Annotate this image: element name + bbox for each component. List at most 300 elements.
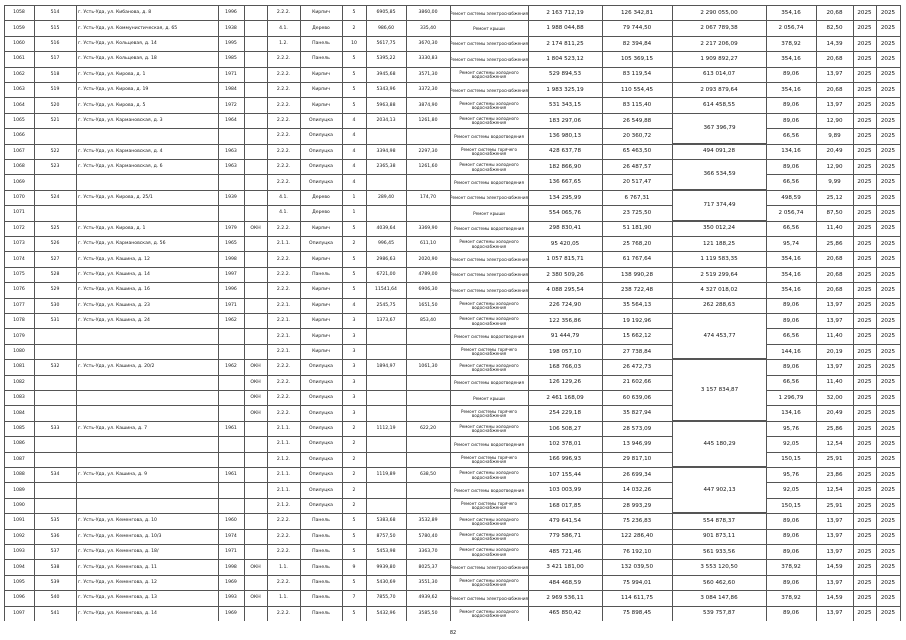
cell-address: г. Усть-Уда, ул. Кирова, д. 25/1 (78, 195, 153, 201)
cell-year-start: 2025 (857, 363, 872, 370)
cell-row-number: 1093 (13, 549, 25, 555)
merged-total-cost: 717 374,49 (673, 190, 766, 221)
cell-rate: 25,12 (826, 194, 843, 201)
cell-house-number (34, 206, 76, 221)
cell-total-area: 8757,50 (376, 533, 396, 539)
cell-house-number (34, 499, 76, 514)
cell-build-year (218, 175, 244, 190)
cell-year-end: 2025 (880, 317, 896, 324)
cell-build-year: 1971 (225, 549, 237, 555)
cell-wall-material: Кирпич (312, 287, 330, 293)
cell-build-year (218, 206, 244, 221)
cell-specific-cost: 1 296,79 (778, 394, 804, 401)
cell-living-area: 2297,30 (418, 148, 438, 154)
cell-cost-extra: 79 744,50 (622, 25, 652, 32)
cell-year-end: 2025 (880, 55, 896, 62)
cell-specific-cost: 92,05 (782, 440, 799, 447)
cell-year-end: 2025 (880, 548, 896, 555)
cell-floors: 3 (352, 410, 356, 416)
cell-living-area: 5780,40 (418, 533, 438, 539)
cell-work-type: Ремонт системы электроснабжения (450, 564, 528, 570)
cell-row-number: 1091 (13, 518, 25, 524)
cell-rate: 11,40 (826, 333, 843, 340)
cell-row-number: 1063 (13, 87, 25, 93)
cell-row-number: 1074 (13, 256, 25, 262)
cell-cost-extra: 19 192,96 (622, 317, 652, 324)
cell-category (244, 83, 267, 98)
cell-work-type: Ремонт системы холодного водоснабжения (459, 424, 519, 434)
cell-work-type: Ремонт системы горячего водоснабжения (461, 454, 517, 465)
cell-total-cost: 121 188,25 (702, 240, 736, 247)
cell-wall-material: Опилуцка (309, 148, 333, 154)
cell-total-cost: 560 462,60 (702, 579, 736, 586)
cell-build-year: 1993 (225, 595, 237, 601)
cell-total-area (366, 376, 406, 391)
cell-wall-material: Опилуцка (309, 241, 333, 247)
cell-build-year: 1969 (225, 580, 237, 586)
cell-year-end: 2025 (880, 117, 896, 124)
cell-floors: 3 (352, 395, 356, 401)
cell-floors: 5 (352, 549, 356, 555)
cell-address: г. Усть-Уда, ул. Кеменгова, д. 18/ (78, 549, 159, 555)
cell-cost: 2 174 811,25 (546, 40, 584, 47)
cell-total-cost: 554 878,37 (702, 517, 736, 524)
cell-class-code: 2.2.2. (276, 225, 291, 231)
cell-build-year: 1960 (225, 518, 237, 524)
cell-floors: 3 (352, 379, 356, 385)
cell-cost-extra: 238 722,48 (620, 286, 654, 293)
cell-row-number: 1073 (13, 241, 25, 247)
cell-house-number (34, 376, 76, 391)
cell-work-type: Ремонт системы водоотведения (454, 487, 524, 493)
cell-cost: 166 996,93 (548, 456, 582, 463)
cell-work-type: Ремонт системы холодного водоснабжения (459, 516, 519, 526)
grid-line (267, 5, 268, 621)
cell-address (76, 391, 218, 406)
cell-wall-material: Опилуцка (309, 472, 333, 478)
cell-house-number: 523 (50, 164, 60, 170)
cell-rate: 20,68 (826, 271, 843, 278)
cell-row-number: 1084 (13, 410, 25, 416)
cell-category (244, 98, 267, 113)
cell-wall-material: Кирпич (312, 87, 330, 93)
cell-build-year: 1996 (225, 10, 237, 16)
cell-house-number: 522 (50, 148, 60, 154)
cell-class-code: 4.1. (279, 210, 288, 216)
cell-cost: 183 297,06 (548, 117, 582, 124)
cell-class-code: 2.2.2. (276, 87, 291, 93)
cell-living-area: 3571,30 (418, 71, 438, 77)
cell-specific-cost: 66,56 (782, 379, 799, 386)
cell-year-start: 2025 (857, 302, 872, 309)
cell-cost: 484 468,59 (548, 579, 582, 586)
cell-build-year: 1998 (225, 256, 237, 262)
cell-category: ОКН (250, 379, 261, 385)
cell-cost-extra: 26 549,88 (622, 117, 652, 124)
cell-cost-extra: 28 993,29 (622, 502, 652, 509)
merged-total-cost: 3 157 834,87 (673, 359, 766, 421)
cell-row-number: 1089 (13, 487, 25, 493)
cell-living-area (406, 329, 450, 344)
cell-work-type: Ремонт системы водоотведения (454, 179, 524, 185)
grid-line (900, 5, 901, 621)
cell-year-start: 2025 (857, 317, 872, 324)
cell-year-end: 2025 (880, 209, 896, 216)
cell-year-start: 2025 (857, 209, 872, 216)
cell-floors: 2 (352, 25, 356, 31)
cell-total-area: 6905,85 (376, 10, 396, 16)
cell-specific-cost: 89,06 (782, 163, 799, 170)
cell-address (76, 345, 218, 360)
cell-cost-extra: 6 767,31 (624, 194, 650, 201)
cell-specific-cost: 354,16 (781, 271, 801, 278)
cell-category (244, 252, 267, 267)
cell-rate: 14,59 (826, 564, 843, 571)
cell-category (244, 468, 267, 483)
cell-year-end: 2025 (880, 256, 896, 263)
cell-house-number: 530 (50, 302, 60, 308)
cell-build-year: 1964 (225, 118, 237, 124)
housing-repair-table (4, 5, 902, 627)
cell-year-start: 2025 (857, 117, 872, 124)
cell-cost: 554 065,76 (548, 209, 582, 216)
cell-class-code: 2.2.2. (276, 164, 291, 170)
cell-year-start: 2025 (857, 163, 872, 170)
cell-total-area: 5383,68 (376, 518, 396, 524)
cell-category (244, 422, 267, 437)
cell-rate: 32,00 (826, 394, 843, 401)
cell-category (244, 314, 267, 329)
cell-wall-material: Панель (312, 610, 330, 616)
cell-category (244, 160, 267, 175)
cell-rate: 13,97 (826, 317, 843, 324)
cell-row-number: 1059 (13, 25, 25, 31)
grid-line (366, 5, 367, 621)
cell-row-number: 1080 (13, 349, 25, 355)
cell-address: г. Усть-Уда, ул. Кеменгова, д. 14 (78, 610, 157, 616)
cell-class-code: 2.2.2. (276, 71, 291, 77)
cell-class-code: 2.2.2. (276, 549, 291, 555)
cell-total-area: 5617,75 (376, 41, 396, 47)
cell-wall-material: Кирпич (312, 349, 330, 355)
cell-total-area (366, 175, 406, 190)
cell-year-start: 2025 (857, 271, 872, 278)
cell-house-number: 521 (50, 118, 60, 124)
cell-address: г. Усть-Уда, ул. Кашина, д. 20/2 (78, 364, 155, 370)
cell-house-number: 538 (50, 564, 60, 570)
cell-work-type: Ремонт системы электроснабжения (450, 595, 528, 601)
cell-specific-cost: 144,16 (781, 348, 801, 355)
cell-living-area: 4939,62 (418, 595, 438, 601)
cell-total-area (366, 391, 406, 406)
cell-house-number: 519 (50, 87, 60, 93)
cell-build-year: 1961 (225, 426, 237, 432)
cell-year-start: 2025 (857, 533, 872, 540)
cell-cost-extra: 20 517,47 (622, 179, 652, 186)
cell-build-year: 1938 (225, 25, 237, 31)
cell-living-area (406, 483, 450, 498)
cell-living-area (406, 391, 450, 406)
cell-work-type: Ремонт крыши (473, 25, 505, 31)
cell-rate: 25,86 (826, 240, 843, 247)
cell-house-number (34, 391, 76, 406)
cell-rate: 25,91 (826, 456, 843, 463)
cell-class-code: 2.2.2. (276, 256, 291, 262)
cell-cost-extra: 15 662,12 (622, 333, 652, 340)
cell-year-end: 2025 (880, 394, 896, 401)
cell-year-start: 2025 (857, 440, 872, 447)
cell-total-area: 9939,80 (376, 564, 396, 570)
cell-living-area: 1261,60 (418, 164, 438, 170)
cell-total-area: 7855,70 (376, 595, 396, 601)
cell-row-number: 1075 (13, 272, 25, 278)
cell-floors: 5 (352, 580, 356, 586)
cell-cost: 479 641,54 (548, 517, 582, 524)
cell-cost-extra: 83 115,40 (622, 102, 652, 109)
cell-rate: 20,68 (826, 86, 843, 93)
cell-work-type: Ремонт крыши (473, 210, 505, 216)
cell-house-number (34, 406, 76, 421)
cell-specific-cost: 354,16 (781, 256, 801, 263)
cell-year-start: 2025 (857, 9, 872, 16)
cell-row-number: 1078 (13, 318, 25, 324)
cell-house-number: 541 (50, 610, 60, 616)
cell-build-year: 1984 (225, 87, 237, 93)
cell-build-year: 1997 (225, 272, 237, 278)
cell-category (244, 576, 267, 591)
cell-total-area: 2986,63 (376, 256, 396, 262)
cell-rate: 11,40 (826, 225, 843, 232)
cell-category (244, 6, 267, 21)
cell-build-year: 1985 (225, 56, 237, 62)
cell-floors: 4 (352, 118, 356, 124)
cell-total-area: 11541,64 (375, 287, 397, 293)
cell-year-end: 2025 (880, 425, 896, 432)
cell-work-type: Ремонт системы водоотведения (454, 380, 524, 386)
cell-rate: 20,68 (826, 256, 843, 263)
cell-rate: 20,49 (826, 148, 843, 155)
cell-class-code: 2.2.2. (276, 56, 291, 62)
cell-cost-extra: 61 767,64 (622, 256, 652, 263)
cell-year-start: 2025 (857, 425, 872, 432)
cell-cost-extra: 20 360,72 (622, 132, 652, 139)
cell-wall-material: Кирпич (312, 102, 330, 108)
cell-category: ОКН (250, 410, 261, 416)
cell-work-type: Ремонт системы холодного водоснабжения (459, 578, 519, 588)
cell-cost-extra: 21 602,66 (622, 379, 652, 386)
cell-year-start: 2025 (857, 55, 872, 62)
cell-class-code: 2.1.1. (276, 426, 291, 432)
cell-rate: 87,50 (826, 209, 843, 216)
cell-wall-material: Панель (312, 549, 330, 555)
cell-floors: 5 (352, 533, 356, 539)
cell-total-area: 289,40 (377, 195, 395, 201)
cell-row-number: 1076 (13, 287, 25, 293)
cell-year-start: 2025 (857, 240, 872, 247)
cell-specific-cost: 89,06 (782, 610, 799, 617)
cell-address: г. Усть-Уда, ул. Кашина, д. 14 (78, 272, 150, 278)
cell-floors: 3 (352, 364, 356, 370)
cell-wall-material: Опилуцка (309, 164, 333, 170)
cell-floors: 1 (352, 210, 356, 216)
cell-rate: 25,91 (826, 502, 843, 509)
cell-class-code: 2.2.2. (276, 118, 291, 124)
cell-floors: 5 (352, 287, 356, 293)
cell-wall-material: Дерево (312, 210, 330, 216)
cell-category (244, 483, 267, 498)
cell-wall-material: Кирпич (312, 225, 330, 231)
cell-class-code: 1.1. (279, 564, 288, 570)
cell-row-number: 1090 (13, 503, 25, 509)
cell-address: г. Усть-Уда, ул. Кеменгова, д. 10/3 (78, 533, 162, 539)
cell-total-area: 1894,97 (376, 364, 396, 370)
cell-living-area (406, 376, 450, 391)
cell-living-area: 622,20 (419, 426, 437, 432)
cell-class-code: 2.2.1. (276, 349, 291, 355)
cell-year-start: 2025 (857, 148, 872, 155)
cell-row-number: 1068 (13, 164, 25, 170)
cell-house-number: 525 (50, 225, 60, 231)
cell-category: ОКН (250, 364, 261, 370)
cell-cost-extra: 75 236,83 (622, 517, 652, 524)
cell-category (244, 114, 267, 129)
cell-cost-extra: 126 342,81 (620, 9, 654, 16)
cell-work-type: Ремонт системы электроснабжения (450, 272, 528, 278)
cell-row-number: 1088 (13, 472, 25, 478)
cell-year-start: 2025 (857, 517, 872, 524)
cell-floors: 5 (352, 10, 356, 16)
cell-cost: 91 444,79 (550, 333, 580, 340)
cell-class-code: 1.2. (279, 41, 288, 47)
cell-category (244, 52, 267, 67)
cell-specific-cost: 354,16 (781, 86, 801, 93)
cell-row-number: 1092 (13, 533, 25, 539)
cell-address: г. Усть-Уда, ул. Кашина, д. 23 (78, 302, 150, 308)
cell-living-area: 3363,70 (418, 549, 438, 555)
cell-row-number: 1094 (13, 564, 25, 570)
cell-build-year (218, 329, 244, 344)
cell-category (244, 453, 267, 468)
cell-specific-cost: 89,06 (782, 533, 799, 540)
cell-work-type: Ремонт системы холодного водоснабжения (459, 470, 519, 480)
cell-living-area: 4789,00 (418, 272, 438, 278)
cell-house-number: 517 (50, 56, 60, 62)
cell-specific-cost: 378,92 (781, 594, 801, 601)
cell-row-number: 1070 (13, 195, 25, 201)
cell-wall-material: Кирпич (312, 333, 330, 339)
cell-year-start: 2025 (857, 379, 872, 386)
cell-work-type: Ремонт системы холодного водоснабжения (459, 162, 519, 172)
cell-living-area: 3369,90 (418, 225, 438, 231)
cell-wall-material: Кирпич (312, 318, 330, 324)
cell-cost: 1 804 523,12 (546, 55, 584, 62)
cell-cost: 102 378,01 (548, 440, 582, 447)
cell-class-code: 2.2.2. (276, 610, 291, 616)
cell-work-type: Ремонт системы водоотведения (454, 441, 524, 447)
cell-house-number (34, 483, 76, 498)
cell-rate: 12,90 (826, 163, 843, 170)
cell-rate: 13,97 (826, 533, 843, 540)
cell-total-area: 5343,96 (376, 87, 396, 93)
cell-cost: 779 586,71 (548, 533, 582, 540)
cell-year-end: 2025 (880, 302, 896, 309)
cell-year-end: 2025 (880, 533, 896, 540)
cell-living-area (406, 499, 450, 514)
cell-total-area: 2545,75 (376, 302, 396, 308)
cell-cost: 4 088 295,54 (546, 286, 584, 293)
cell-rate: 13,97 (826, 302, 843, 309)
cell-address: г. Усть-Уда, ул. Кольцевая, д. 14 (78, 41, 157, 47)
cell-year-start: 2025 (857, 394, 872, 401)
cell-living-area: 3532,89 (418, 518, 438, 524)
cell-total-area: 2365,38 (376, 164, 396, 170)
cell-living-area: 1651,50 (418, 302, 438, 308)
cell-cost: 485 721,46 (548, 548, 582, 555)
cell-category (244, 607, 267, 622)
grid-line (450, 5, 451, 621)
grid-line (300, 5, 301, 621)
cell-row-number: 1072 (13, 225, 25, 231)
cell-rate: 14,59 (826, 594, 843, 601)
cell-specific-cost: 89,06 (782, 317, 799, 324)
cell-class-code: 2.2.1. (276, 318, 291, 324)
cell-year-end: 2025 (880, 86, 896, 93)
cell-class-code: 2.2.2. (276, 102, 291, 108)
cell-cost: 298 830,41 (548, 225, 582, 232)
cell-living-area: 611,10 (419, 241, 437, 247)
merged-total-cost: 367 396,79 (673, 113, 766, 144)
cell-year-end: 2025 (880, 225, 896, 232)
cell-category (244, 299, 267, 314)
cell-class-code: 2.2.2. (276, 133, 291, 139)
cell-floors: 4 (352, 179, 356, 185)
cell-house-number: 527 (50, 256, 60, 262)
cell-work-type: Ремонт системы холодного водоснабжения (459, 316, 519, 326)
cell-build-year (218, 453, 244, 468)
cell-class-code: 2.1.2. (276, 503, 291, 509)
cell-house-number (34, 129, 76, 144)
cell-row-number: 1082 (13, 379, 25, 385)
cell-category (244, 283, 267, 298)
cell-row-number: 1062 (13, 71, 25, 77)
cell-total-area: 986,60 (377, 25, 395, 31)
grid-line (602, 5, 603, 621)
cell-year-start: 2025 (857, 102, 872, 109)
cell-cost: 226 724,90 (548, 302, 582, 309)
cell-total-area (366, 329, 406, 344)
cell-floors: 5 (352, 102, 356, 108)
cell-house-number: 528 (50, 272, 60, 278)
cell-total-cost: 2 217 206,09 (700, 40, 738, 47)
cell-build-year: 1961 (225, 472, 237, 478)
cell-build-year: 1962 (225, 364, 237, 370)
cell-living-area (406, 345, 450, 360)
cell-year-start: 2025 (857, 86, 872, 93)
cell-rate: 13,97 (826, 610, 843, 617)
cell-floors: 1 (352, 195, 356, 201)
cell-house-number (34, 453, 76, 468)
cell-work-type: Ремонт системы электроснабжения (450, 56, 528, 62)
cell-year-start: 2025 (857, 564, 872, 571)
cell-row-number: 1066 (13, 133, 25, 139)
cell-row-number: 1097 (13, 610, 25, 616)
cell-build-year: 1979 (225, 225, 237, 231)
cell-floors: 2 (352, 241, 356, 247)
cell-build-year (218, 437, 244, 452)
cell-work-type: Ремонт системы водоотведения (454, 226, 524, 232)
cell-row-number: 1071 (13, 210, 25, 216)
cell-build-year: 1963 (225, 164, 237, 170)
